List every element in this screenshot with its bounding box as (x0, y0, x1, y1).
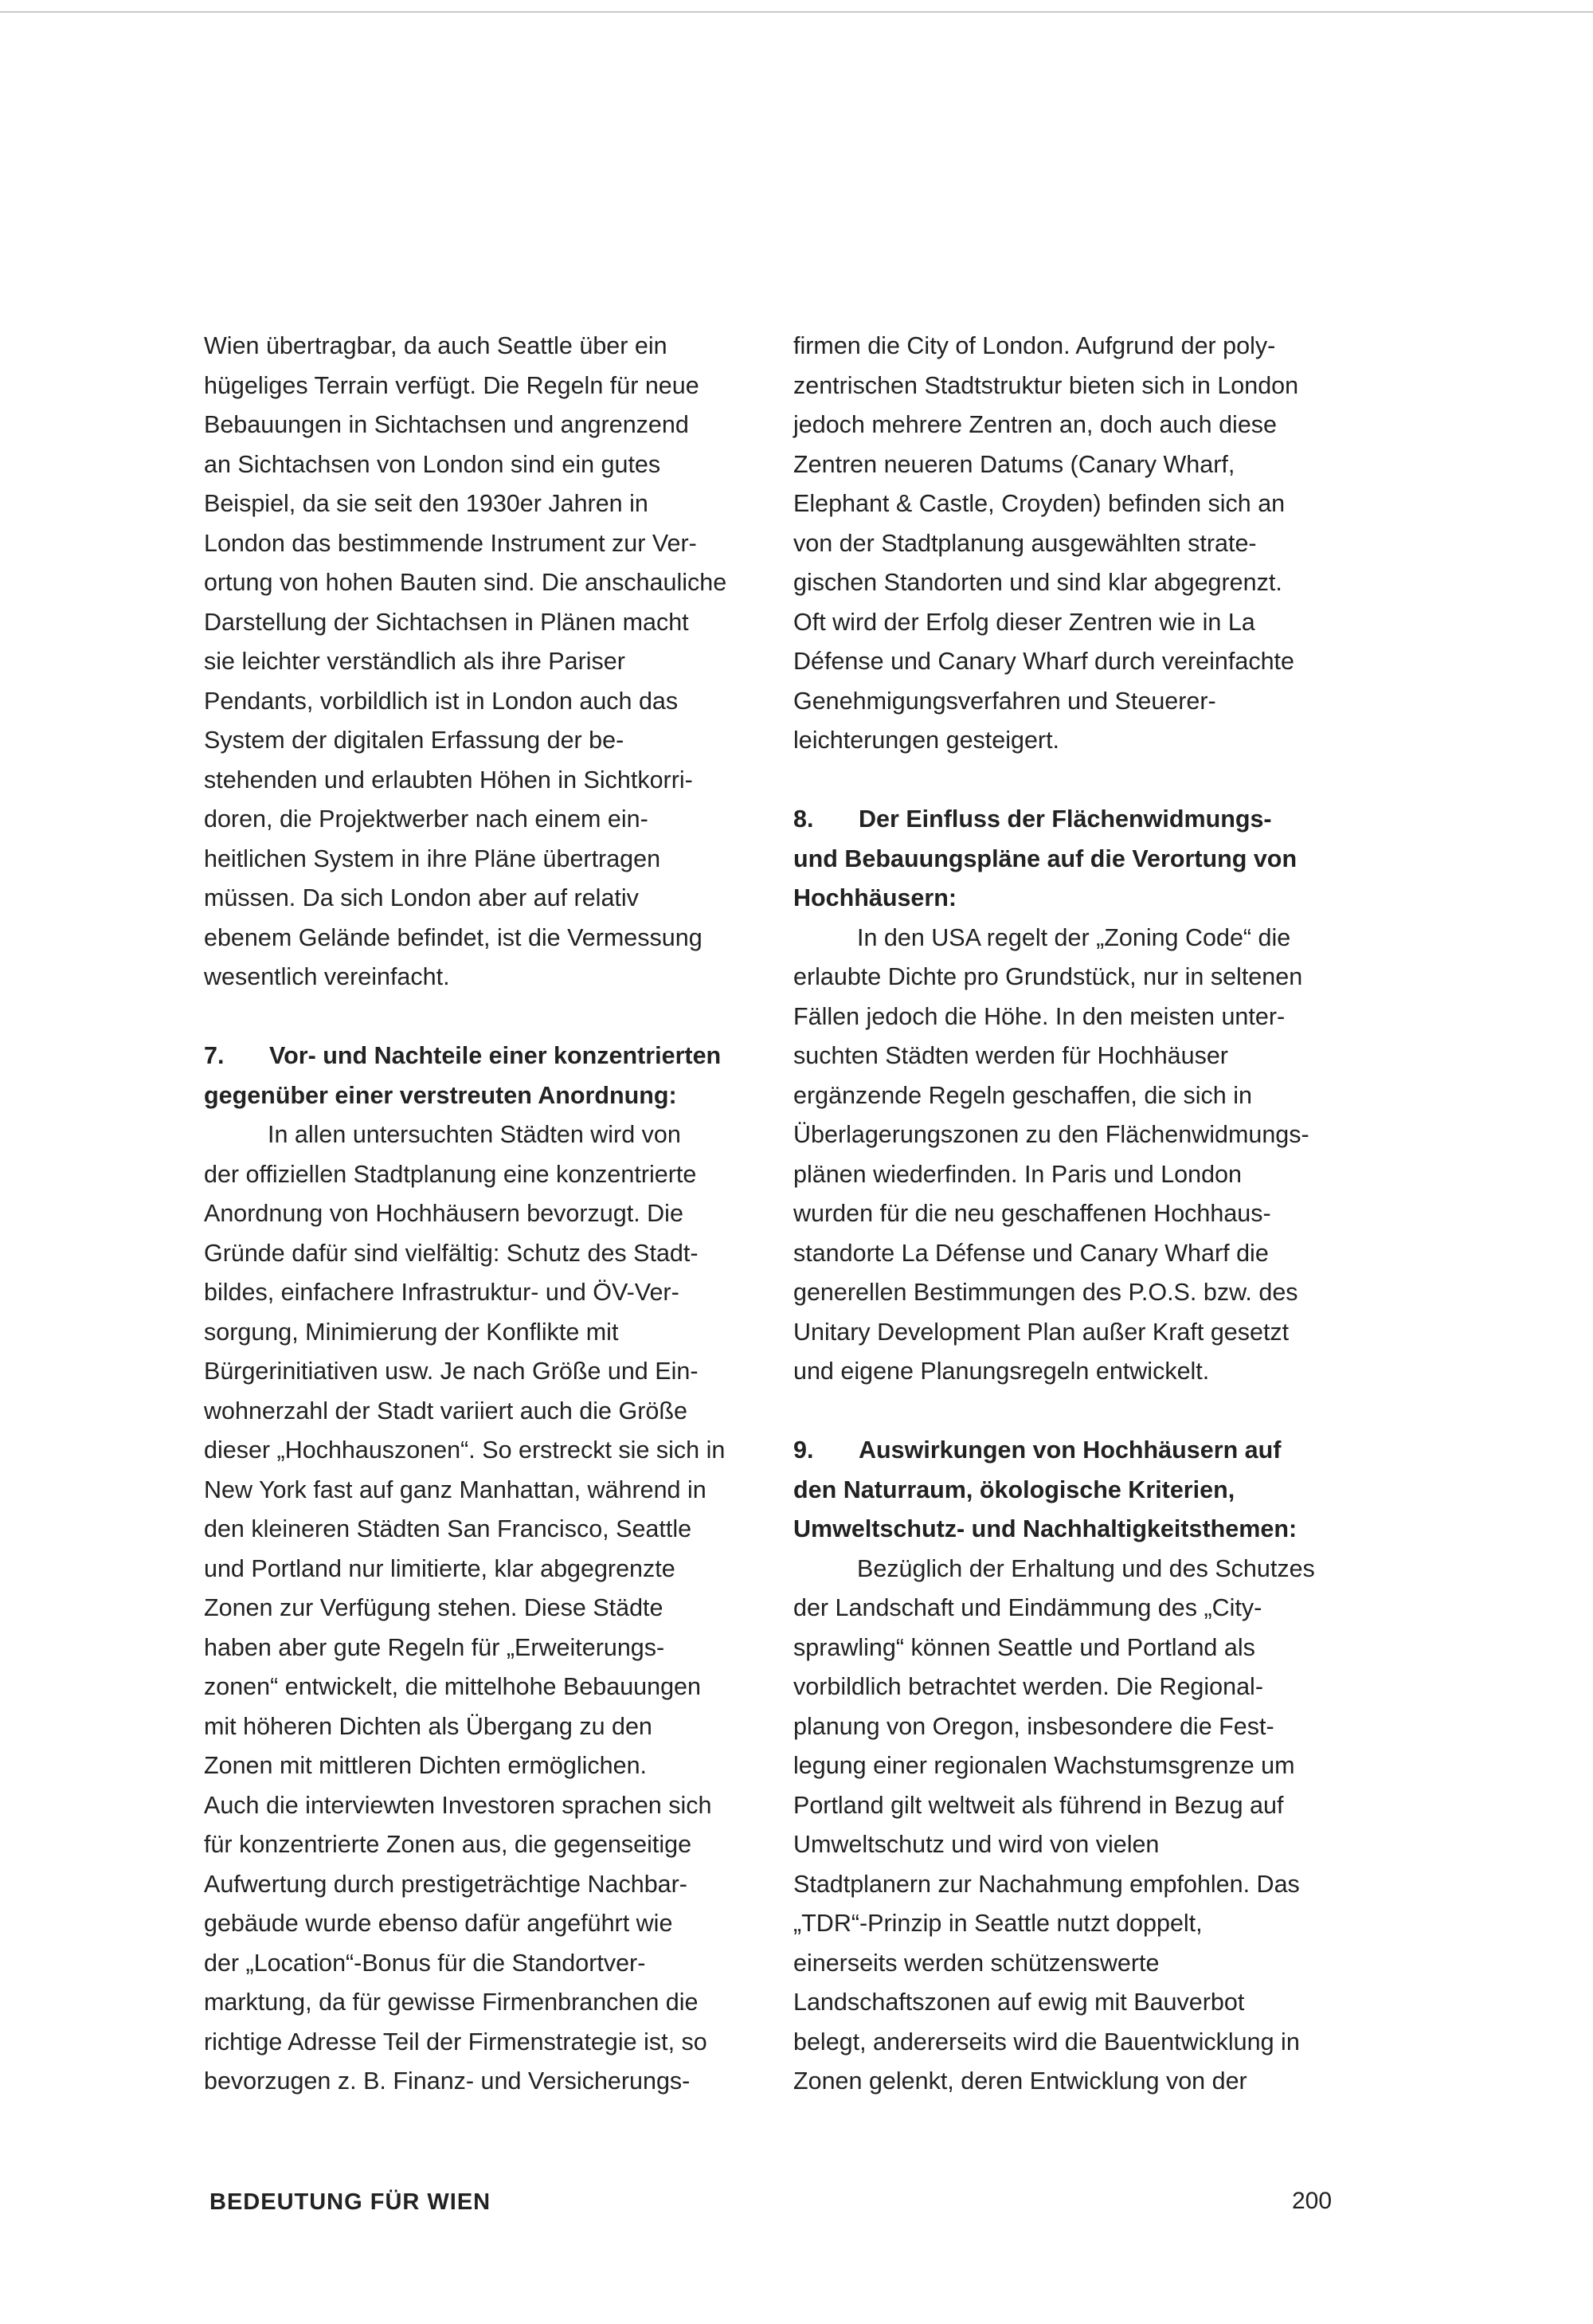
text-line: vorbildlich betrachtet werden. Die Regional- (793, 1673, 1263, 1700)
section-9-heading-line-3: Umweltschutz- und Nachhaltigkeitsthemen: (793, 1515, 1297, 1542)
text-line: Zonen zur Verfügung stehen. Diese Städte (204, 1594, 663, 1621)
text-line: der „Location“-Bonus für die Standortver- (204, 1949, 646, 1977)
section-9-heading-text: Auswirkungen von Hochhäusern auf (859, 1436, 1282, 1464)
text-line: ergänzende Regeln geschaffen, die sich in (793, 1081, 1252, 1109)
text-line: stehenden und erlaubten Höhen in Sichtkorri- (204, 766, 693, 794)
section-7-number: 7. (204, 1042, 225, 1069)
text-line: bevorzugen z. B. Finanz- und Versicherungs- (204, 2067, 691, 2095)
section-8 (793, 800, 1343, 1392)
text-line: In den USA regelt der „Zoning Code“ die (857, 923, 1291, 951)
text-line: Oft wird der Erfolg dieser Zentren wie in La (793, 608, 1255, 636)
section-7-heading-line-1 (204, 1037, 753, 1076)
text-line: Landschaftszonen auf ewig mit Bauverbot (793, 1989, 1245, 2016)
section-7 (204, 1037, 753, 2102)
text-line: doren, die Projektwerber nach einem ein- (204, 805, 648, 833)
text-line: der Landschaft und Eindämmung des „City- (793, 1594, 1262, 1621)
text-line: Défense und Canary Wharf durch vereinfachte (793, 648, 1294, 675)
section-8-heading-line-1 (793, 800, 1343, 840)
text-line: wohnerzahl der Stadt variiert auch die Größe (204, 1397, 687, 1425)
text-line: der offiziellen Stadtplanung eine konzentrierte (204, 1160, 697, 1188)
text-line: Zonen gelenkt, deren Entwicklung von der (793, 2067, 1247, 2095)
text-line: Bezüglich der Erhaltung und des Schutzes (857, 1554, 1315, 1582)
section-9-heading-line-1 (793, 1431, 1343, 1471)
text-line: legung einer regionalen Wachstumsgrenze um (793, 1752, 1295, 1779)
text-line: Gründe dafür sind vielfältig: Schutz des Stadt- (204, 1239, 699, 1267)
section-8-heading-line-2: und Bebauungspläne auf die Verortung von (793, 845, 1297, 872)
text-line: und eigene Planungsregeln entwickelt. (793, 1358, 1210, 1385)
text-line: belegt, andererseits wird die Bauentwicklung in (793, 2028, 1300, 2056)
text-line: Umweltschutz und wird von vielen (793, 1831, 1160, 1858)
text-line: und Portland nur limitierte, klar abgegrenzte (204, 1554, 675, 1582)
section-9 (793, 1431, 1343, 2102)
right-paragraph-1 (793, 327, 1343, 761)
text-line: haben aber gute Regeln für „Erweiterungs- (204, 1633, 665, 1661)
text-line: wurden für die neu geschaffenen Hochhaus- (793, 1200, 1271, 1227)
text-line: Stadtplanern zur Nachahmung empfohlen. Das (793, 1870, 1300, 1898)
text-line: Zonen mit mittleren Dichten ermöglichen. (204, 1752, 648, 1779)
text-line: Wien übertragbar, da auch Seattle über ein (204, 332, 667, 359)
text-line: Auch die interviewten Investoren sprachen sich (204, 1791, 712, 1819)
text-line: für konzentrierte Zonen aus, die gegenseitige (204, 1831, 692, 1858)
text-line: ebenem Gelände befindet, ist die Vermessung (204, 923, 703, 951)
text-line: bildes, einfachere Infrastruktur- und ÖV-Ver- (204, 1279, 679, 1306)
text-line: einerseits werden schützenswerte (793, 1949, 1160, 1977)
text-line: Bebauungen in Sichtachsen und angrenzend (204, 411, 689, 438)
text-line: firmen die City of London. Aufgrund der poly- (793, 332, 1276, 359)
text-line: Zentren neueren Datums (Canary Wharf, (793, 450, 1235, 478)
section-8-heading-text: Der Einfluss der Flächenwidmungs- (859, 805, 1272, 833)
footer-title: BEDEUTUNG FÜR WIEN (209, 2189, 491, 2215)
text-line: sie leichter verständlich als ihre Pariser (204, 648, 625, 675)
text-line: mit höheren Dichten als Übergang zu den (204, 1712, 652, 1740)
text-line: gebäude wurde ebenso dafür angeführt wie (204, 1910, 673, 1937)
text-line: suchten Städten werden für Hochhäuser (793, 1042, 1228, 1069)
text-line: jedoch mehrere Zentren an, doch auch diese (793, 411, 1277, 438)
section-9-number: 9. (793, 1436, 814, 1464)
text-line: zentrischen Stadtstruktur bieten sich in London (793, 371, 1299, 399)
left-column (204, 327, 753, 2102)
text-line: generellen Bestimmungen des P.O.S. bzw. des (793, 1279, 1298, 1306)
text-line: an Sichtachsen von London sind ein gutes (204, 450, 661, 478)
text-line: Aufwertung durch prestigeträchtige Nachbar- (204, 1870, 687, 1898)
page-number: 200 (1292, 2188, 1333, 2214)
text-line: Fällen jedoch die Höhe. In den meisten unter- (793, 1002, 1286, 1030)
text-line: erlaubte Dichte pro Grundstück, nur in seltenen (793, 963, 1303, 990)
text-line: Pendants, vorbildlich ist in London auch das (204, 687, 679, 715)
text-line: Portland gilt weltweit als führend in Bezug auf (793, 1791, 1284, 1819)
text-line: London das bestimmende Instrument zur Ver- (204, 529, 697, 557)
text-line: marktung, da für gewisse Firmenbranchen die (204, 1989, 699, 2016)
text-line: ortung von hohen Bauten sind. Die anschauliche (204, 569, 727, 596)
text-line: sorgung, Minimierung der Konflikte mit (204, 1318, 619, 1346)
text-line: sprawling“ können Seattle und Portland als (793, 1633, 1255, 1661)
section-9-heading-line-2: den Naturraum, ökologische Kriterien, (793, 1476, 1235, 1503)
text-line: heitlichen System in ihre Pläne übertragen (204, 845, 661, 872)
text-line: planung von Oregon, insbesondere die Fest- (793, 1712, 1274, 1740)
text-line: Darstellung der Sichtachsen in Plänen macht (204, 608, 689, 636)
text-line: New York fast auf ganz Manhattan, während in (204, 1476, 706, 1503)
text-line: standorte La Défense und Canary Wharf die (793, 1239, 1269, 1267)
paragraph-gap (793, 761, 1343, 801)
text-line: zonen“ entwickelt, die mittelhohe Bebauungen (204, 1673, 701, 1700)
text-line: Unitary Development Plan außer Kraft gesetzt (793, 1318, 1290, 1346)
text-line: plänen wiederfinden. In Paris und London (793, 1160, 1242, 1188)
text-line: richtige Adresse Teil der Firmenstrategie ist, so (204, 2028, 707, 2056)
text-line: wesentlich vereinfacht. (204, 963, 450, 990)
text-line: Anordnung von Hochhäusern bevorzugt. Die (204, 1200, 683, 1227)
section-8-heading-line-3: Hochhäusern: (793, 884, 957, 911)
text-line: den kleineren Städten San Francisco, Seattle (204, 1515, 692, 1542)
paragraph-gap (793, 1392, 1343, 1432)
text-line: dieser „Hochhauszonen“. So erstreckt sie sich in (204, 1436, 726, 1464)
section-7-heading-text: Vor- und Nachteile einer konzentrierten (269, 1042, 722, 1069)
text-line: In allen untersuchten Städten wird von (268, 1121, 681, 1148)
scan-edge-line (0, 11, 1593, 13)
section-7-heading-line-2: gegenüber einer verstreuten Anordnung: (204, 1081, 677, 1109)
text-line: Genehmigungsverfahren und Steuerer- (793, 687, 1216, 715)
text-line: hügeliges Terrain verfügt. Die Regeln für neue (204, 371, 699, 399)
text-line: Überlagerungszonen zu den Flächenwidmungs- (793, 1121, 1309, 1148)
text-line: müssen. Da sich London aber auf relativ (204, 884, 639, 911)
text-line: Elephant & Castle, Croyden) befinden sich an (793, 490, 1286, 517)
right-column (793, 327, 1343, 2102)
paragraph-gap (204, 997, 753, 1037)
text-line: System der digitalen Erfassung der be- (204, 727, 624, 754)
section-8-number: 8. (793, 805, 814, 833)
text-line: gischen Standorten und sind klar abgegrenzt. (793, 569, 1282, 596)
text-line: „TDR“-Prinzip in Seattle nutzt doppelt, (793, 1910, 1203, 1937)
text-line: von der Stadtplanung ausgewählten strate- (793, 529, 1257, 557)
left-paragraph-1 (204, 327, 753, 997)
text-line: Bürgerinitiativen usw. Je nach Größe und Ein- (204, 1358, 699, 1385)
text-line: Beispiel, da sie seit den 1930er Jahren in (204, 490, 648, 517)
text-line: leichterungen gesteigert. (793, 727, 1060, 754)
